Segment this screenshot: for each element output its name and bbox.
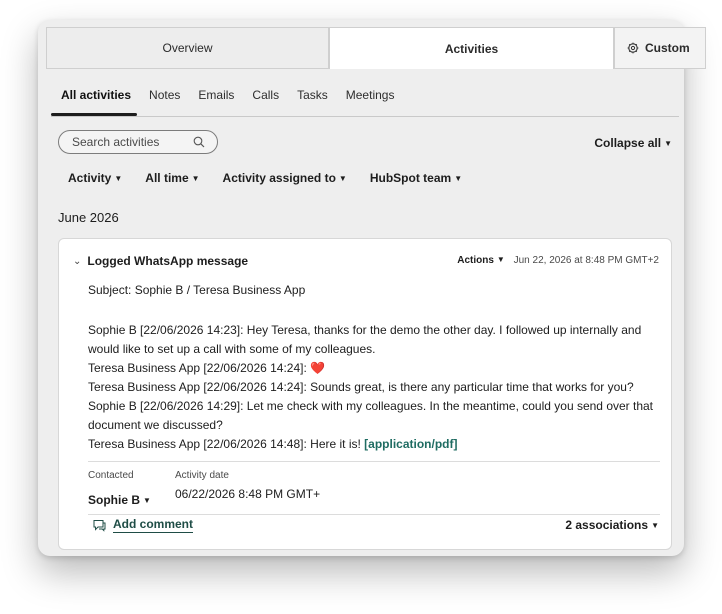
heart-icon: ❤️ [310,361,326,375]
message-line: Teresa Business App [22/06/2026 14:24]: Sounds great, is there any particular time that works for you? [88,380,634,394]
filter-assigned-to[interactable] [223,171,347,185]
collapse-all-label: Collapse all [594,136,662,150]
chevron-down-icon: ⌄ [73,255,82,267]
tab-overview-label: Overview [162,41,213,55]
collapse-all-button[interactable] [594,136,672,150]
activity-type-tabs [61,88,412,110]
message-line-text: Teresa Business App [22/06/2026 14:48]: Here it is! [88,437,365,451]
month-heading: June 2026 [58,210,119,225]
message-body [88,321,658,454]
add-comment-button[interactable] [93,517,193,533]
message-line [88,359,658,378]
card-header-toggle[interactable] [73,254,248,268]
comment-icon [93,519,106,531]
filter-activity-label: Activity [68,171,112,185]
tab-all-activities[interactable]: All activities [61,88,132,102]
add-comment-label: Add comment [113,517,194,531]
tabs-divider [51,116,679,117]
associations-label: 2 associations [565,518,649,532]
tab-activities-label: Activities [444,41,499,56]
tab-meetings[interactable]: Meetings [345,88,395,102]
message-subject: Subject: Sophie B / Teresa Business App [88,283,306,297]
contacted-dropdown[interactable] [88,493,151,507]
caret-down-icon: ▼ [338,174,347,183]
message-line-text: Teresa Business App [22/06/2026 14:24]: [88,361,311,375]
caret-down-icon: ▼ [454,174,463,183]
associations-dropdown[interactable] [565,518,659,532]
card-divider [88,461,660,462]
tab-notes[interactable]: Notes [149,88,181,102]
caret-down-icon: ▼ [143,496,151,505]
caret-down-icon: ▼ [191,174,200,183]
card-title: Logged WhatsApp message [87,254,249,268]
gear-icon [627,42,639,54]
actions-label: Actions [457,255,494,266]
record-tabs [46,27,706,69]
tab-emails[interactable]: Emails [198,88,235,102]
search-box [58,130,218,154]
message-line: Sophie B [22/06/2026 14:29]: Let me check with my colleagues. In the meantime, could you send over that document we discussed? [88,399,654,432]
caret-down-icon: ▼ [114,174,123,183]
tab-tasks[interactable]: Tasks [297,88,328,102]
activity-date-label: Activity date [175,470,229,481]
activities-panel [38,20,690,556]
tab-activities[interactable] [329,27,614,69]
filter-bar [68,171,485,185]
actions-dropdown[interactable] [457,255,505,266]
message-line: Sophie B [22/06/2026 14:23]: Hey Teresa, thanks for the demo the other day. I followed up internally and would like to set up a call with some of my colleagues. [88,323,642,356]
filter-time[interactable] [145,171,199,185]
caret-down-icon: ▼ [664,139,672,148]
filter-activity[interactable] [68,171,122,185]
card-timestamp: Jun 22, 2026 at 8:48 PM GMT+2 [513,255,659,266]
search-input[interactable] [72,135,182,149]
tab-calls[interactable]: Calls [252,88,280,102]
contacted-value: Sophie B [88,493,141,507]
card-divider [88,514,660,515]
card-meta [457,255,659,266]
tab-customize-label: Custom [645,41,690,55]
contacted-label: Contacted [88,470,134,481]
message-line [88,435,658,454]
tab-overview[interactable] [46,27,329,69]
search-icon[interactable] [193,136,205,148]
caret-down-icon: ▼ [651,521,659,530]
filter-team-label: HubSpot team [369,171,452,185]
attachment-link[interactable]: [application/pdf] [364,437,458,451]
filter-assigned-label: Activity assigned to [222,171,336,185]
activity-date-field[interactable]: 06/22/2026 8:48 PM GMT+ [175,487,321,501]
tab-customize[interactable] [614,27,706,69]
activity-card [58,238,672,550]
filter-time-label: All time [145,171,189,185]
filter-team[interactable] [370,171,462,185]
caret-down-icon: ▼ [496,255,505,264]
